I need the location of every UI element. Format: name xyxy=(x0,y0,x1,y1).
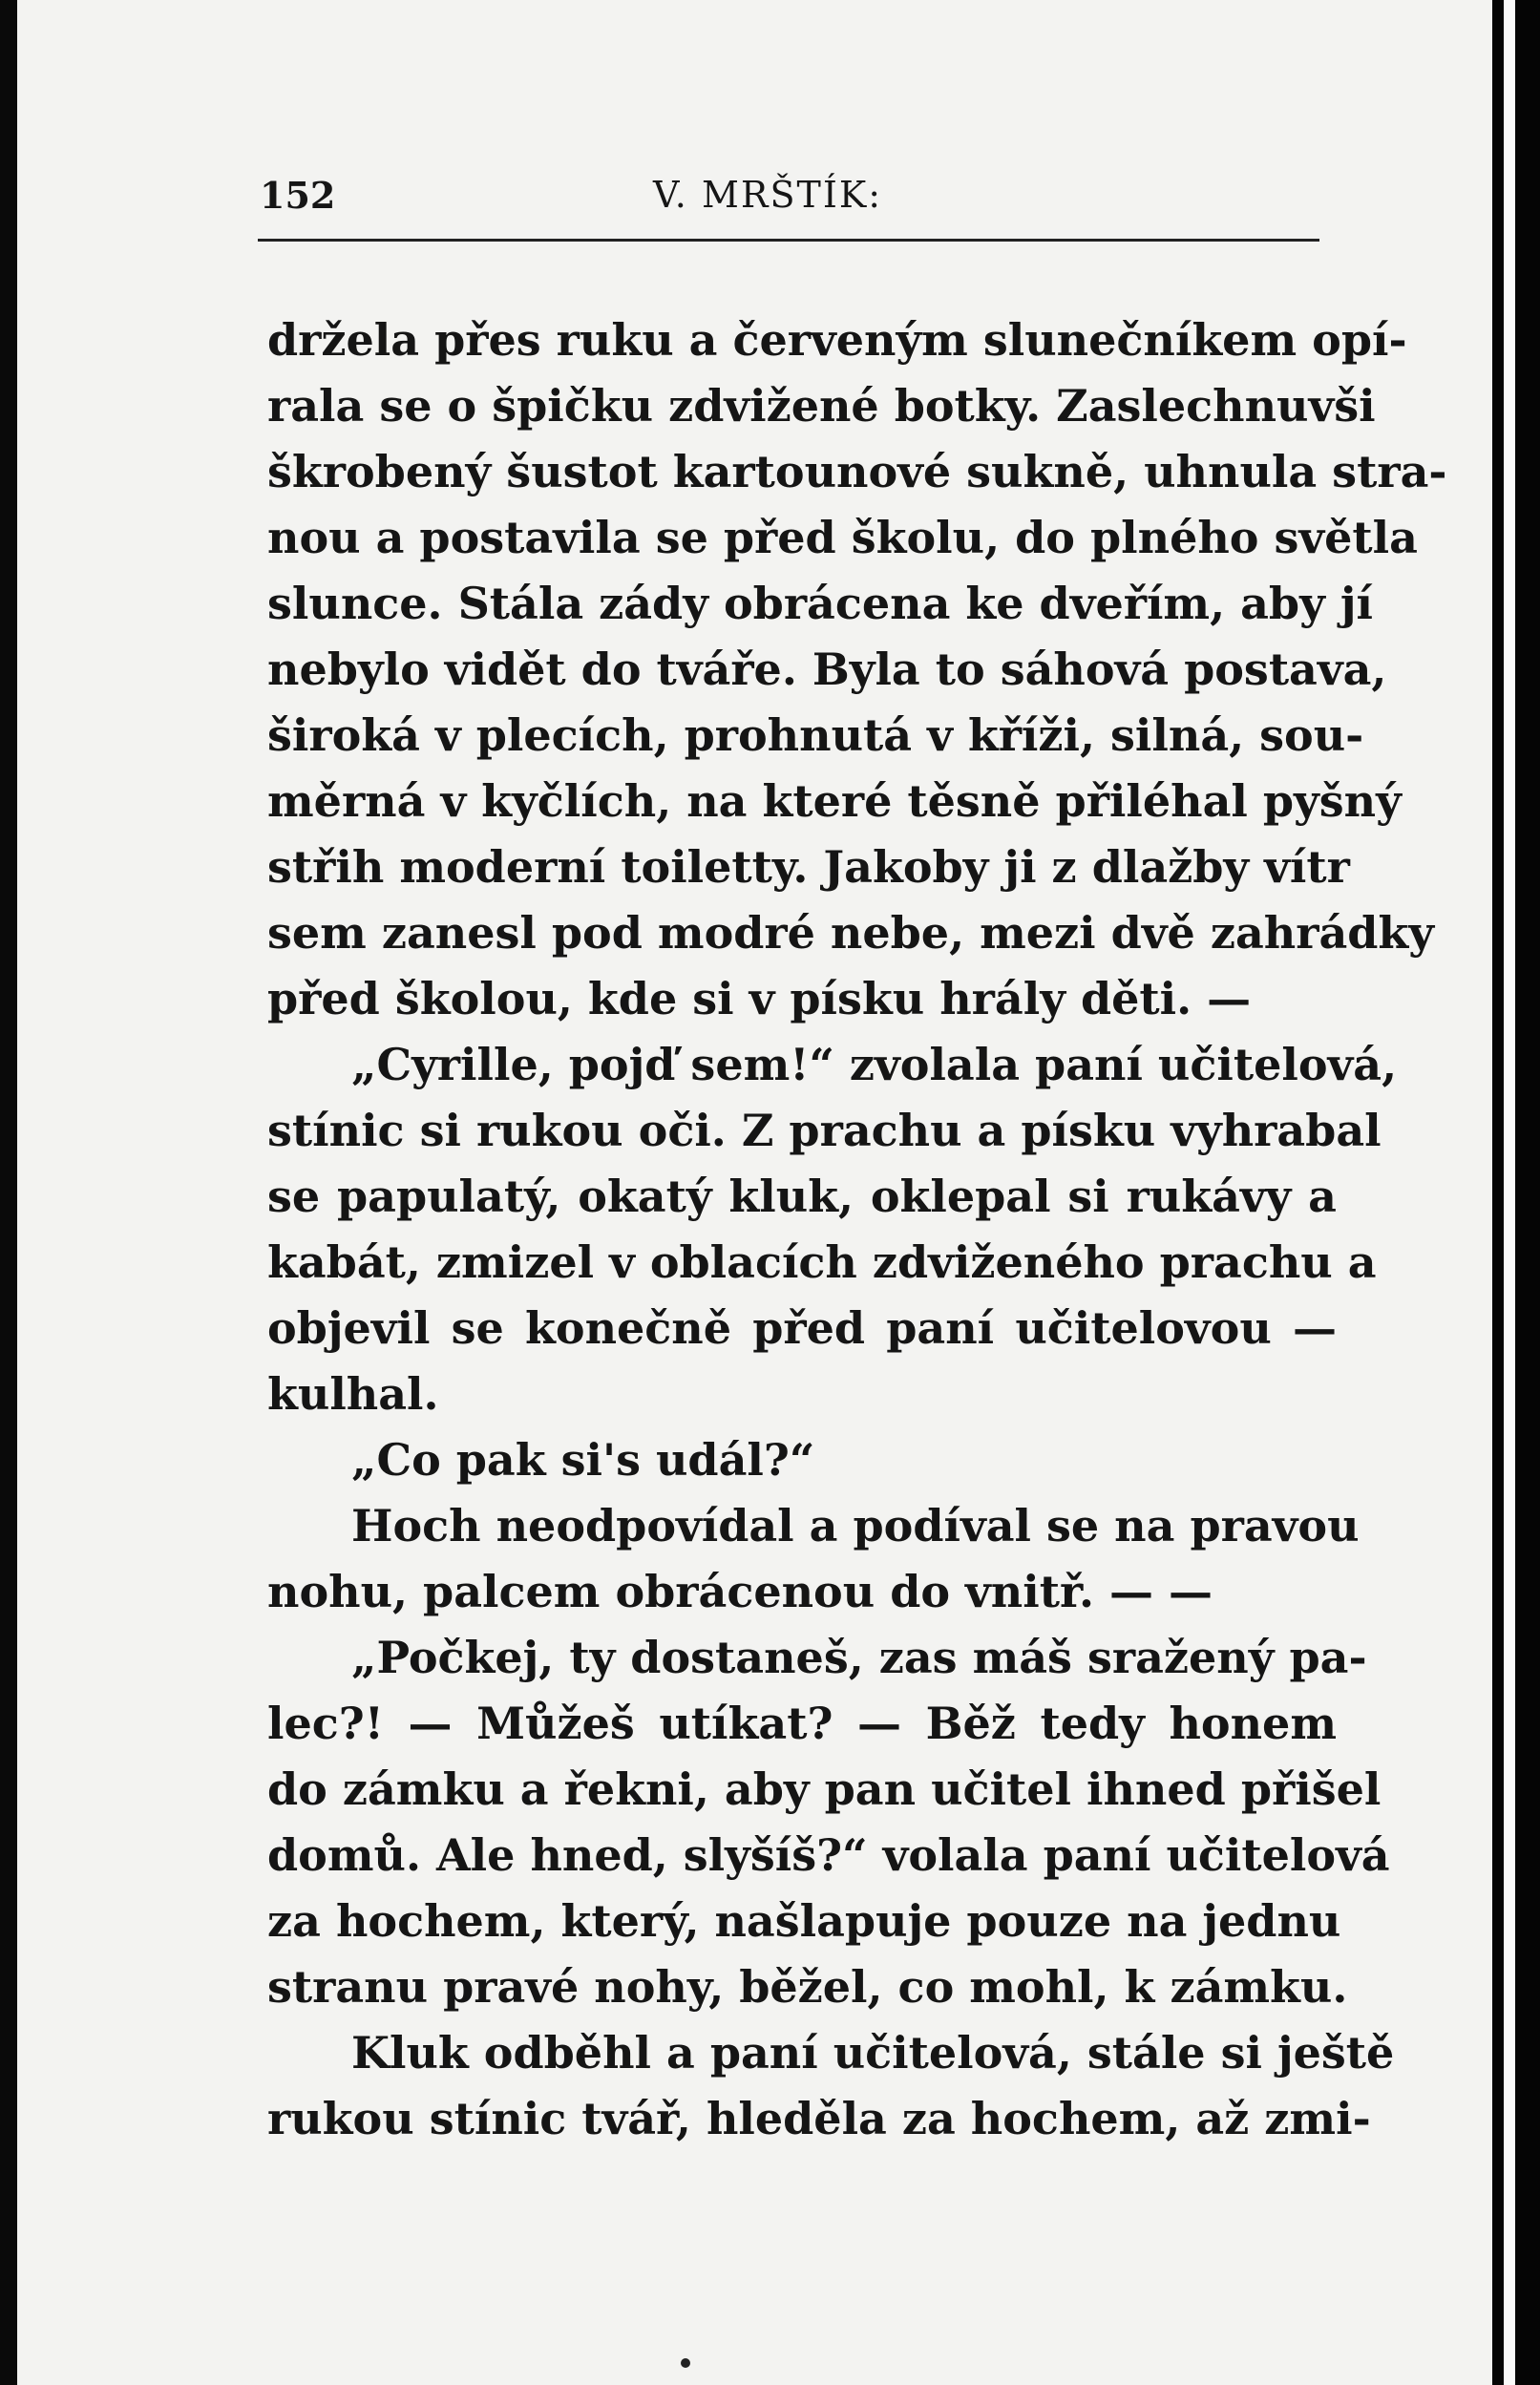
text-line: „Co pak si's udál?“ xyxy=(351,1434,815,1486)
text-line: před školou, kde si v písku hrály děti. — xyxy=(267,973,1252,1024)
text-line: střih moderní toiletty. Jakoby ji z dlažby vítr xyxy=(267,841,1350,893)
text-line: nou a postavila se před školu, do plného světla xyxy=(267,512,1418,563)
scan-edge-shadow xyxy=(1492,0,1540,2385)
text-line: měrná v kyčlích, na které těsně přiléhal pyšný xyxy=(267,775,1402,827)
text-line: nohu, palcem obrácenou do vnitř. — — xyxy=(267,1566,1213,1617)
text-line: kulhal. xyxy=(267,1368,439,1420)
text-line: rukou stínic tvář, hleděla za hochem, až zmi- xyxy=(267,2093,1371,2144)
running-header xyxy=(260,174,1319,227)
text-line: rala se o špičku zdvižené botky. Zaslechnuvši xyxy=(267,380,1376,432)
text-line: domů. Ale hned, slyšíš?“ volala paní učitelová xyxy=(267,1829,1390,1881)
text-line: Kluk odběhl a paní učitelová, stále si ještě xyxy=(351,2027,1395,2079)
text-line: stranu pravé nohy, běžel, co mohl, k zámku. xyxy=(267,1961,1348,2013)
text-line: objevil se konečně před paní učitelovou — xyxy=(267,1302,1337,1354)
header-rule xyxy=(258,239,1319,242)
text-line: nebylo vidět do tváře. Byla to sáhová postava, xyxy=(267,644,1387,695)
text-line: za hochem, který, našlapuje pouze na jednu xyxy=(267,1895,1341,1947)
text-line: škrobený šustot kartounové sukně, uhnula stra- xyxy=(267,446,1447,497)
text-line: slunce. Stála zády obrácena ke dveřím, aby jí xyxy=(267,578,1373,629)
text-line: „Cyrille, pojď sem!“ zvolala paní učitelová, xyxy=(351,1039,1398,1090)
footer-dot xyxy=(681,2358,690,2368)
text-line: kabát, zmizel v oblacích zdviženého prachu a xyxy=(267,1236,1377,1288)
text-line: Hoch neodpovídal a podíval se na pravou xyxy=(351,1500,1360,1551)
page-number: 152 xyxy=(260,174,336,217)
text-line: se papulatý, okatý kluk, oklepal si rukávy a xyxy=(267,1171,1337,1222)
next-page-edge xyxy=(1504,0,1515,2385)
text-line: lec?! — Můžeš utíkat? — Běž tedy honem xyxy=(267,1698,1337,1749)
text-line: „Počkej, ty dostaneš, zas máš sražený pa- xyxy=(351,1632,1367,1683)
text-line: široká v plecích, prohnutá v kříži, silná, sou- xyxy=(267,709,1364,761)
text-line: do zámku a řekni, aby pan učitel ihned přišel xyxy=(267,1763,1382,1815)
text-line: stínic si rukou oči. Z prachu a písku vyhrabal xyxy=(267,1105,1382,1156)
body-text xyxy=(267,307,1447,2152)
text-line: držela přes ruku a červeným slunečníkem opí- xyxy=(267,314,1407,366)
text-line: sem zanesl pod modré nebe, mezi dvě zahrádky xyxy=(267,907,1435,959)
running-title: V. MRŠTÍK: xyxy=(653,174,883,216)
